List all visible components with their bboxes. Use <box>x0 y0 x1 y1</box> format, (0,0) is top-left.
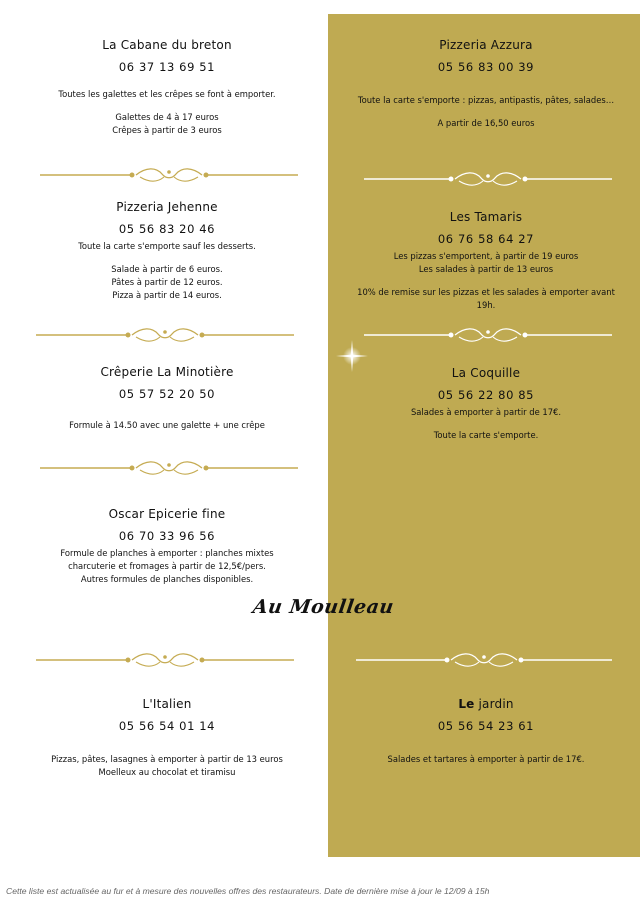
restaurant-description: Pizzas, pâtes, lasagnes à emporter à partir de 13 euros Moelleux au chocolat et tiramisu <box>51 754 283 777</box>
script-title: Au Moulleau <box>251 596 396 618</box>
restaurant-oscar <box>8 507 326 586</box>
restaurant-description: Les pizzas s'emportent, à partir de 19 euros Les salades à partir de 13 euros 10% de remise sur les pizzas et les salades à emporter avant 19h. <box>357 251 615 310</box>
restaurant-name: Le jardin <box>458 697 514 711</box>
ornament-divider <box>40 166 298 184</box>
restaurant-name: Pizzeria Azzura <box>439 38 533 52</box>
restaurant-cabane <box>8 38 326 137</box>
restaurant-name: La Coquille <box>451 366 521 380</box>
restaurant-jehenne <box>8 200 326 302</box>
restaurant-phone: 05 56 22 80 85 <box>437 388 535 402</box>
ornament-divider <box>36 326 294 344</box>
restaurant-tamaris <box>332 210 640 312</box>
restaurant-description: Formule à 14.50 avec une galette + une crêpe <box>69 420 265 430</box>
restaurant-coquille <box>332 366 640 442</box>
restaurant-phone: 05 56 54 01 14 <box>118 719 216 733</box>
restaurant-name: Crêperie La Minotière <box>100 365 234 379</box>
ornament-divider-white <box>364 170 612 188</box>
restaurant-italien <box>8 697 326 779</box>
restaurant-description: Salades à emporter à partir de 17€. Toute la carte s'emporte. <box>410 407 562 440</box>
restaurant-name: La Cabane du breton <box>102 38 232 52</box>
ornament-divider <box>36 651 294 669</box>
footer-note: Cette liste est actualisée au fur et à mesure des nouvelles offres des restaurateurs. Date de dernière mise à jour le 12/09 à 15h <box>6 886 490 896</box>
page-number: page 2 / 2 <box>563 854 626 870</box>
ornament-divider-white <box>364 326 612 344</box>
restaurant-phone: 06 76 58 64 27 <box>437 232 535 246</box>
restaurant-jardin <box>332 697 640 766</box>
restaurant-phone: 06 70 33 96 56 <box>118 529 216 543</box>
restaurant-name: Pizzeria Jehenne <box>116 200 218 214</box>
restaurant-description: Formule de planches à emporter : planches mixtes charcuterie et fromages à partir de 12,5€/pers. Autres formules de planches disponibles. <box>60 548 274 584</box>
ornament-divider <box>40 459 298 477</box>
restaurant-description: Salades et tartares à emporter à partir de 17€. <box>387 754 585 764</box>
restaurant-name: Oscar Epicerie fine <box>108 507 226 521</box>
restaurant-description: Toute la carte s'emporte sauf les desserts. Salade à partir de 6 euros. Pâtes à partir de 12 euros. Pizza à partir de 14 euros. <box>78 241 256 300</box>
restaurant-minotiere <box>8 365 326 432</box>
restaurant-phone: 05 56 54 23 61 <box>437 719 535 733</box>
restaurant-azzura <box>332 38 640 130</box>
restaurant-name: Les Tamaris <box>449 210 523 224</box>
restaurant-phone: 05 56 83 00 39 <box>437 60 535 74</box>
restaurant-description: Toutes les galettes et les crêpes se font à emporter. Galettes de 4 à 17 euros Crêpes à partir de 3 euros <box>58 89 276 135</box>
restaurant-phone: 05 56 83 20 46 <box>118 222 216 236</box>
ornament-divider-white <box>356 651 612 669</box>
restaurant-phone: 06 37 13 69 51 <box>118 60 216 74</box>
restaurant-name: L'Italien <box>142 697 192 711</box>
restaurant-phone: 05 57 52 20 50 <box>118 387 216 401</box>
restaurant-description: Toute la carte s'emporte : pizzas, antipastis, pâtes, salades… A partir de 16,50 euros <box>357 95 615 128</box>
